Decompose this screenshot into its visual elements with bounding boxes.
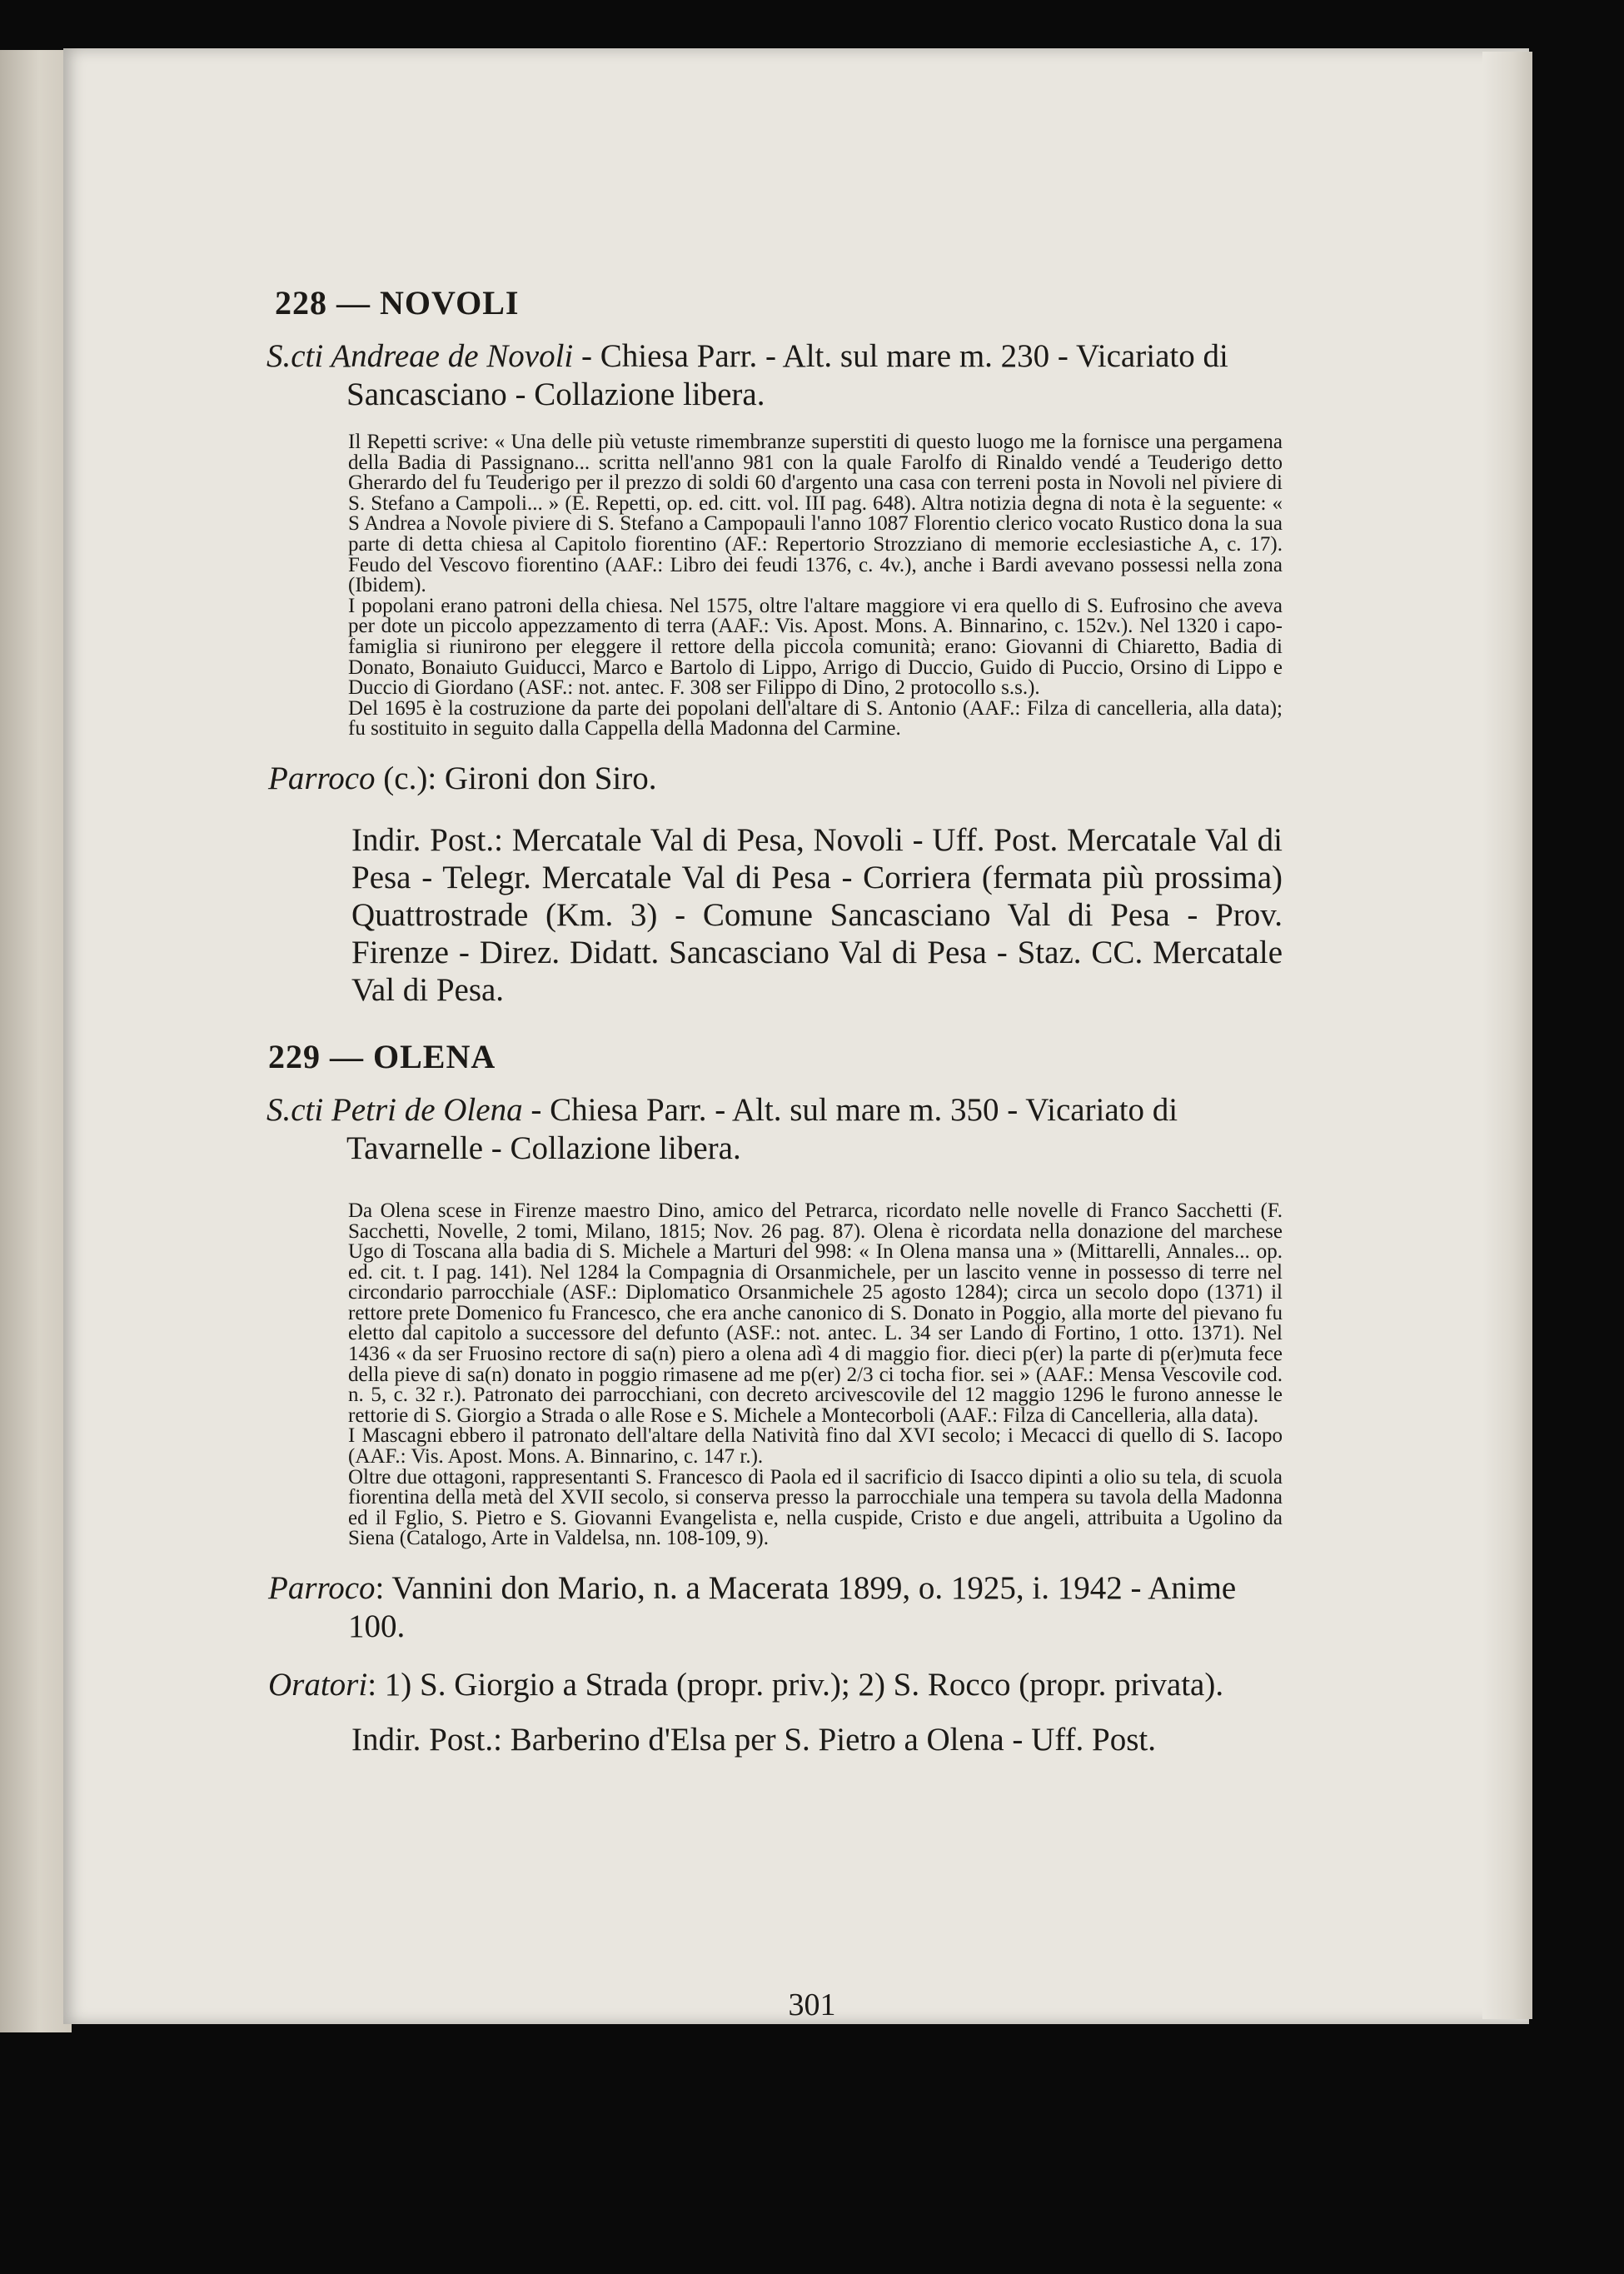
field-text: : Vannini don Mario, n. a Macerata 1899, o. 1925, i. 1942 - Anime 100. (348, 1570, 1237, 1644)
note-paragraph: Il Repetti scrive: « Una delle più vetuste rimembranze superstiti di questo luogo me la fornisce una pergamena della Badia di Passignano... scritta nell'anno 981 con la quale Farolfo di Rinaldo vendé a Teuderigo detto Gherardo del fu Teuderigo per il prezzo di soldi 60 d'argento una casa con terreni posta in Novoli nel piviere di S. Stefano a Campoli... » (E. Repetti, op. ed. citt. vol. III pag. 648). Altra notizia degna di nota è la seguente: « S Andrea a Novole piviere di S. Stefano a Campopauli l'anno 1087 Florentio clerico vocato Rustico dona la sua parte di detta chiesa al Capitolo fiorentino (AF.: Repertorio Strozziano di memorie ecclesiastiche A, c. 17). Feudo del Vescovo fiorentino (AAF.: Libro dei feudi 1376, c. 4v.), anche i Bardi avevano possessi nella zona (Ibidem). (348, 431, 1283, 597)
field-label: Parroco (268, 1570, 376, 1606)
entry-olena (208, 1037, 1283, 1758)
postal-info: Indir. Post.: Barberino d'Elsa per S. Pietro a Olena - Uff. Post. (351, 1722, 1157, 1758)
historical-note (348, 1201, 1283, 1549)
heading-latin-name: S.cti Petri de Olena (267, 1091, 523, 1128)
field-text: (c.): Gironi don Siro. (375, 760, 657, 796)
heading-latin-name: S.cti Andreae de Novoli (267, 338, 574, 374)
page-number: 301 (788, 1987, 836, 2022)
note-paragraph: I Mascagni ebbero il patronato dell'altare della Natività fino dal XVI secolo; i Mecacci di quello di S. Iacopo (AAF.: Vis. Apost. Mons. A. Binnarino, c. 147 r.). (348, 1424, 1283, 1469)
field-text: : 1) S. Giorgio a Strada (propr. priv.); 2) S. Rocco (propr. privata). (367, 1667, 1224, 1703)
postal-info: Indir. Post.: Mercatale Val di Pesa, Novoli - Uff. Post. Mercatale Val di Pesa - Telegr. Mercatale Val di Pesa - Corriera (fermata più prossima) Quattrostrade (Km. 3) - Comune Sancasciano Val di Pesa - Prov. Firenze - Direz. Didatt. Sancasciano Val di Pesa - Staz. CC. Mercatale Val di Pesa. (351, 821, 1283, 1008)
entry-title: 229 — OLENA (268, 1037, 496, 1075)
field-label: Parroco (268, 760, 376, 796)
note-paragraph: I popolani erano patroni della chiesa. Nel 1575, oltre l'altare maggiore vi era quello di S. Eufrosino che aveva per dote un piccolo appezzamento di terra (AAF.: Vis. Apost. Mons. A. Binnarino, c. 152v.). Nel 1320 i capo-famiglia si riunirono per eleggere il rettore della piccola comunità; erano: Giovanni di Chiaretto, Badia di Donato, Bonaiuto Guiducci, Marco e Bartolo di Lippo, Arrigo di Duccio, Guido di Puccio, Orsino di Lippo e Duccio di Giordano (ASF.: not. antec. F. 308 ser Filippo di Dino, 2 protocollo s.s.). (348, 594, 1283, 700)
historical-note (348, 432, 1283, 740)
note-paragraph: Oltre due ottagoni, rappresentanti S. Francesco di Paola ed il sacrificio di Isacco dipinti a olio su tela, di scuola fiorentina della metà del XVII secolo, si conserva presso la parrocchiale una tempera su tavola della Madonna ed il Fglio, S. Pietro e S. Giovanni Evangelista e, nella cuspide, Cristo e due angeli, attribuita a Ugolino da Siena (Catalogo, Arte in Valdelsa, nn. 108-109, 9). (348, 1465, 1283, 1550)
left-page-edge (0, 50, 72, 2032)
oratori-line (268, 1666, 1283, 1704)
parroco-line (268, 760, 1283, 798)
heading-details: - Chiesa Parr. - Alt. sul mare m. 350 - Vicariato di Tavarnelle - Collazione libera. (346, 1091, 1178, 1166)
entry-heading (267, 337, 1283, 414)
parroco-line (268, 1569, 1283, 1646)
note-paragraph: Del 1695 è la costruzione da parte dei popolani dell'altare di S. Antonio (AAF.: Filza di cancelleria, alla data); fu sostituito in seguito dalla Cappella della Madonna del Carmine. (348, 696, 1283, 741)
heading-details: - Chiesa Parr. - Alt. sul mare m. 230 - Vicariato di Sancasciano - Collazione libera. (346, 338, 1228, 412)
entry-novoli (208, 283, 1283, 1009)
page-stack-edge (1482, 52, 1532, 2019)
note-paragraph: Da Olena scese in Firenze maestro Dino, amico del Petrarca, ricordato nelle novelle di Franco Sacchetti (F. Sacchetti, Novelle, 2 tomi, Milano, 1815; Nov. 26 pag. 87). Olena è ricordata nella donazione del marchese Ugo di Toscana alla badia di S. Michele a Marturi del 998: « In Olena mansa una » (Mittarelli, Annales... op. ed. cit. t. I pag. 141). Nel 1284 la Compagnia di Orsanmichele, per un lascito venne in possesso di terre nel circondario parrocchiale (ASF.: Diplomatico Orsanmichele 25 agosto 1284); circa un secolo dopo (1371) il rettore prete Domenico fu Francesco, che era anche canonico di S. Donato in Poggio, alla morte del pievano fu eletto dal capitolo a successore del defunto (ASF.: not. antec. L. 34 ser Lando di Fortino, 1 otto. 1371). Nel 1436 « da ser Fruosino rectore di sa(n) piero a olena adì 4 di maggio fior. dieci p(er) la parte di p(er)muta fece della pieve di sa(n) donato in poggio rimasene ad me p(er) 2/3 ci tocha fior. sei » (AAF.: Mensa Vescovile cod. n. 5, c. 32 r.). Patronato dei parrocchiani, con decreto arcivescovile del 12 maggio 1296 le furono annesse le rettorie di S. Giorgio a Strada o alle Rose e S. Michele a Montecorboli (AAF.: Filza di Cancelleria, alla data). (348, 1199, 1283, 1427)
field-label: Oratori (268, 1667, 368, 1703)
entry-heading (267, 1091, 1283, 1168)
page-content (208, 283, 1283, 1758)
entry-title: 228 — NOVOLI (275, 284, 520, 322)
